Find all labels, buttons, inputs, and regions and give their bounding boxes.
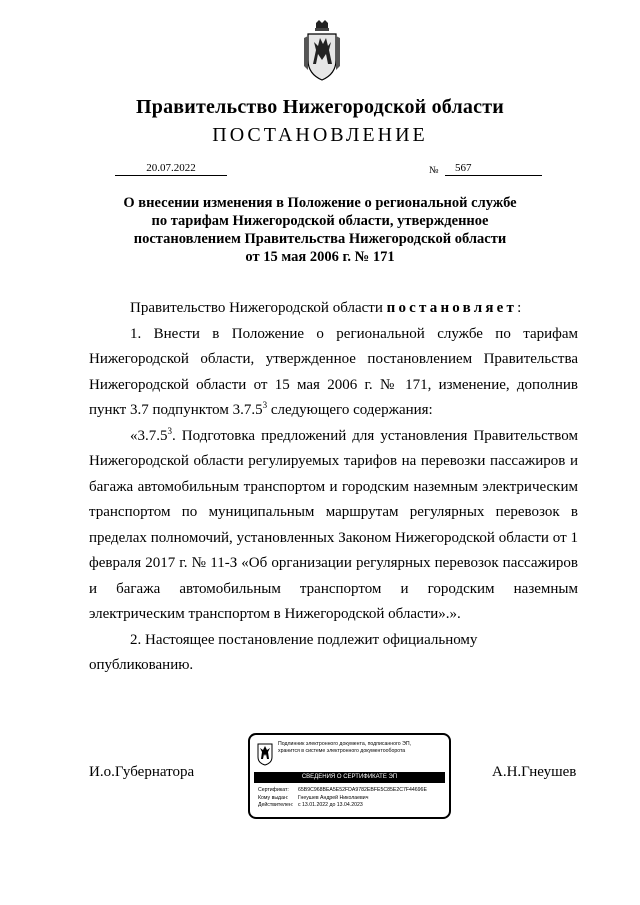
stamp-header (278, 741, 448, 754)
stamp-title: СВЕДЕНИЯ О СЕРТИФИКАТЕ ЭП (254, 772, 445, 783)
paragraph-3-line2: опубликованию. (89, 657, 194, 673)
paragraph-3-line1: 2. Настоящее постановление подлежит официальному (130, 631, 478, 648)
stamp-cert-row (258, 787, 446, 795)
stamp-header-line: хранится в системе электронного документооборота (278, 747, 406, 754)
nizhny-novgorod-deer-icon (257, 742, 273, 766)
stamp-owner-value: Гнеушев Андрей Николаевич (298, 794, 369, 801)
subject-line: по тарифам Нижегородской области, утвержденное (151, 213, 489, 229)
signatory-position: И.о.Губернатора (89, 764, 195, 780)
paragraph-1-end: следующего содержания: (267, 402, 433, 418)
stamp-details (258, 787, 446, 810)
document-body (89, 296, 578, 679)
paragraph-1 (89, 322, 578, 424)
preamble-text: Правительство Нижегородской области (130, 300, 387, 316)
document-number: 567 (445, 162, 542, 176)
paragraph-2-start: «3.7.5 (130, 427, 168, 444)
stamp-cert-label: Сертификат: (258, 787, 289, 793)
document-date: 20.07.2022 (115, 162, 227, 176)
signatory-name: А.Н.Гнеушев (492, 764, 577, 780)
subject-line: от 15 мая 2006 г. № 171 (245, 249, 395, 265)
stamp-valid-label: Действителен: (258, 802, 294, 808)
paragraph-1-superscript: 3 (262, 400, 268, 410)
paragraph-2 (89, 424, 578, 628)
paragraph-1-text: 1. Внести в Положение о региональной службе по тарифам Нижегородской области, утвержденное постановлением Правительства Нижегородской области от 15 мая 2006 г. № 171, изменение, дополнив пункт 3.7 подпунктом 3.7.5 (89, 325, 578, 418)
stamp-owner-row (258, 795, 446, 803)
subject-line: постановлением Правительства Нижегородской области (133, 231, 507, 247)
preamble-end: : (517, 300, 522, 316)
preamble-verb: постановляет (386, 300, 518, 316)
electronic-signature-stamp (248, 733, 451, 819)
nizhny-novgorod-coat-of-arms-icon (302, 20, 342, 82)
document-type: ПОСТАНОВЛЕНИЕ (212, 124, 428, 146)
stamp-valid-row (258, 802, 446, 810)
number-label: № (429, 165, 439, 176)
paragraph-2-superscript: 3 (167, 425, 172, 436)
paragraph-2-text: . Подготовка предложений для установления Правительством Нижегородской области регулируемых тарифов на перевозки пассажиров и багажа автомобильным транспортом и городским наземным электрическим транспортом по муниципальным маршрутам регулярных перевозок в пределах полномочий, установленных Законом Нижегородской области от 1 февраля 2017 г. № 11-З «Об организации регулярных перевозок пассажиров и багажа автомобильным транспортом и городским наземным электрическим транспортом в Нижегородской области».». (89, 427, 578, 622)
organization-title: Правительство Нижегородской области (136, 96, 504, 118)
document-subject (100, 194, 540, 266)
stamp-valid-value: с 13.01.2022 до 13.04.2023 (298, 802, 363, 808)
stamp-owner-label: Кому выдан: (258, 794, 289, 801)
stamp-header-line: Подлинник электронного документа, подписанного ЭП, (278, 741, 412, 747)
subject-line: О внесении изменения в Положение о региональной службе (123, 195, 517, 211)
stamp-cert-value: 65B9C968BEA5E52FDA9782EBFE5C85E2C7F44696E (298, 787, 427, 793)
preamble-paragraph (89, 296, 578, 322)
